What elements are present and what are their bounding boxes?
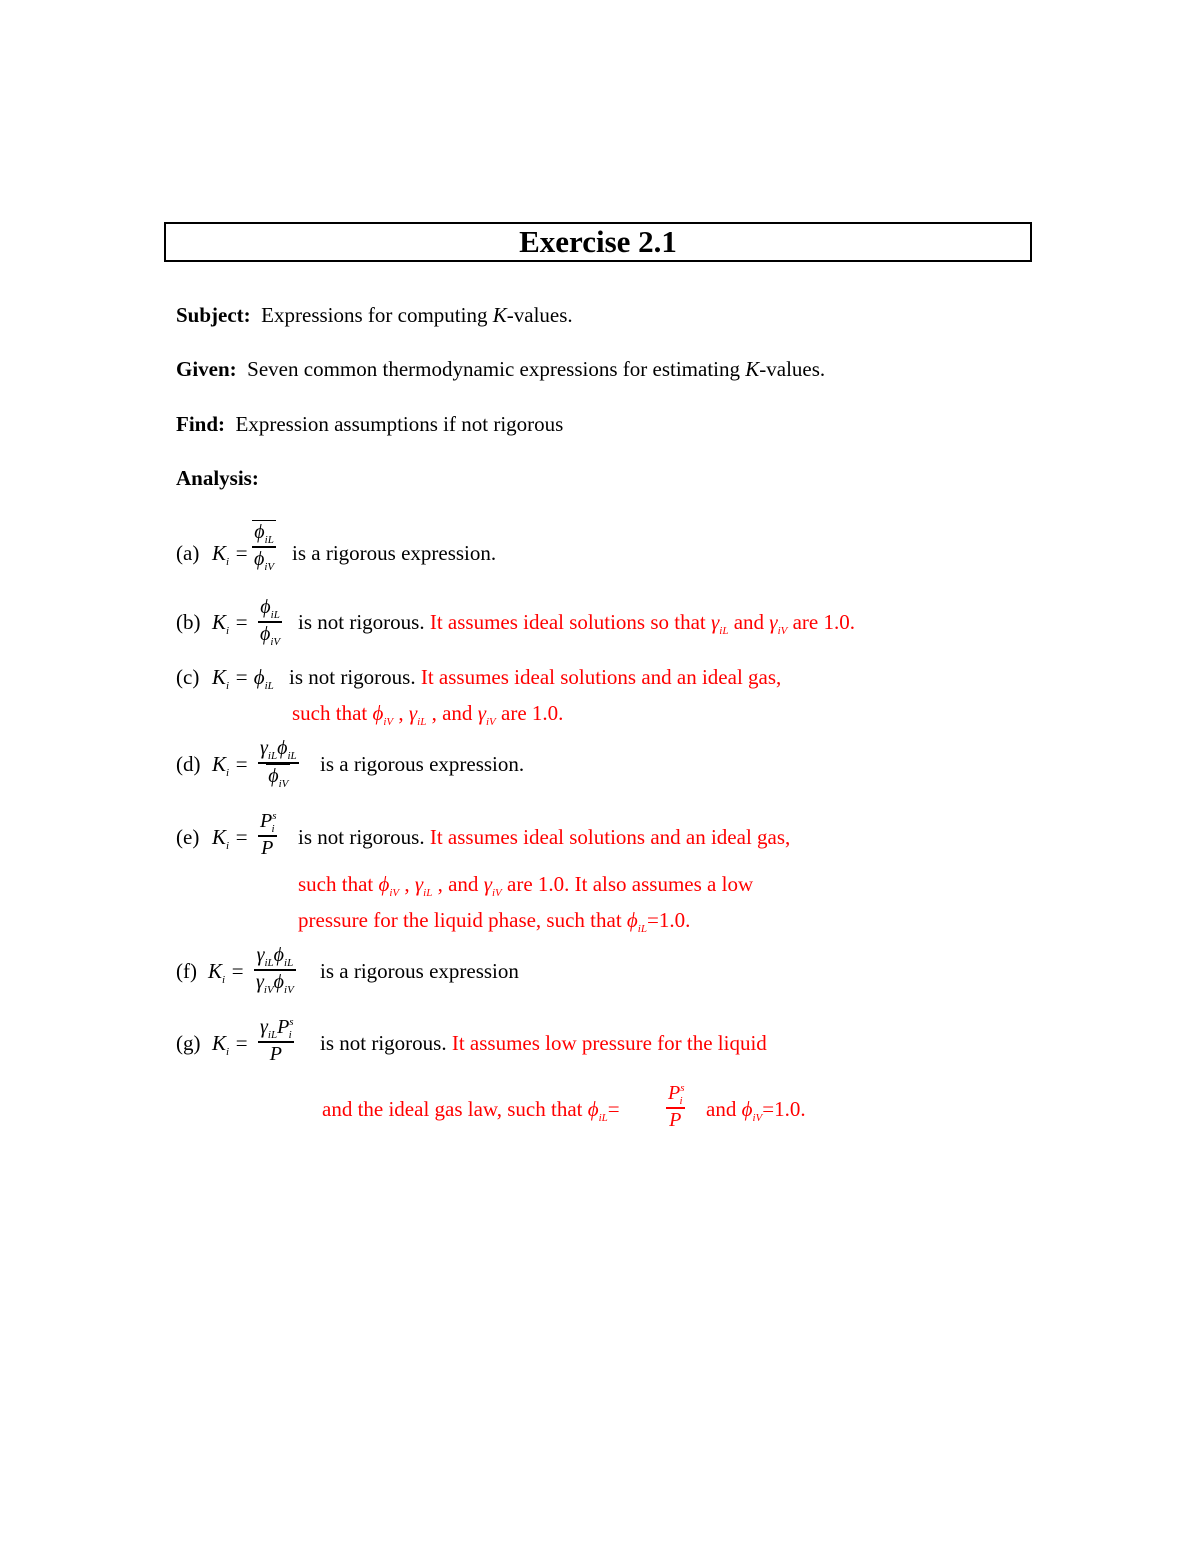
subject-k: K	[492, 303, 507, 327]
item-c-red1: It assumes ideal solutions and an ideal gas,	[420, 665, 782, 689]
item-f-fraction: $\gamma_{iL}\phi_{iL}$ $\gamma_{iV}\phi_{iV}$	[256, 944, 294, 996]
find-text: Expression assumptions if not rigorous	[235, 412, 564, 436]
gamma-il-symbol: $\gamma_{iL}$	[711, 610, 729, 637]
find-line	[176, 412, 563, 437]
item-g-label: (g)	[176, 1031, 201, 1055]
item-b-ki: $K_i$ =	[212, 610, 249, 637]
gamma-iv-symbol: $\gamma_{iV}$	[483, 872, 502, 899]
given-line	[176, 357, 825, 382]
gamma-il-symbol: $\gamma_{iL}$	[408, 701, 427, 728]
given-label: Given:	[176, 357, 237, 381]
phi-iv-symbol: $\phi_{iV}$	[378, 872, 400, 899]
item-a-label: (a)	[176, 541, 200, 565]
item-g-red1: It assumes low pressure for the liquid	[451, 1031, 767, 1055]
item-e-red2a: such that	[298, 872, 374, 896]
item-b-red: It assumes ideal solutions so that	[429, 610, 706, 634]
item-c-ki: $K_i = \phi_{iL}$	[212, 665, 274, 692]
subject-text-after: -values.	[506, 303, 573, 327]
item-c-line2	[292, 701, 563, 726]
item-e-label: (e)	[176, 825, 200, 849]
phi-iv-symbol: $\phi_{iV}$	[741, 1097, 763, 1124]
item-d-label: (d)	[176, 752, 201, 776]
item-b-text	[298, 610, 855, 635]
item-e-line3	[298, 908, 690, 933]
item-g-text	[320, 1031, 767, 1056]
item-c-red2d: are 1.0.	[501, 701, 564, 725]
item-e-text	[298, 825, 790, 850]
item-e-red2d: are 1.0. It also assumes a low	[507, 872, 754, 896]
item-e-fraction: $P^s_i$ P	[260, 810, 277, 859]
item-b-fraction: $\phi_{iL}$ $\phi_{iV}$	[260, 596, 281, 648]
item-b-and: and	[733, 610, 765, 634]
item-c-red2b: ,	[398, 701, 404, 725]
item-g-fraction: $\gamma_{iL}P^s_i$ P	[260, 1016, 294, 1065]
item-g-red2c: and	[706, 1097, 737, 1121]
item-g-line2-end	[706, 1097, 806, 1122]
item-a-fraction: $\phi_{iL}$ $\phi_{iV}$	[254, 521, 275, 573]
item-e-red1: It assumes ideal solutions and an ideal gas,	[429, 825, 791, 849]
item-g-ki: $K_i$ =	[212, 1031, 249, 1058]
item-a-comment: is a rigorous expression.	[292, 541, 497, 565]
analysis-label: Analysis:	[176, 466, 259, 490]
item-c-label: (c)	[176, 665, 200, 689]
item-g-red2d: =1.0.	[762, 1097, 806, 1121]
item-a-ki: $K_i$ =	[212, 541, 249, 568]
item-c-comment: is not rigorous.	[289, 665, 416, 689]
item-g-line2	[322, 1097, 620, 1122]
item-b-comment: is not rigorous.	[298, 610, 425, 634]
phi-il-symbol: $\phi_{iL}$	[626, 908, 647, 935]
item-e-comment: is not rigorous.	[298, 825, 425, 849]
item-e-red3b: =1.0.	[646, 908, 691, 932]
item-g-red2b: =	[607, 1097, 620, 1121]
given-k: K	[745, 357, 760, 381]
item-b-label: (b)	[176, 610, 201, 634]
item-g-comment: is not rigorous.	[320, 1031, 447, 1055]
item-e-red3a: pressure for the liquid phase, such that	[298, 908, 622, 932]
item-f-ki: $K_i$ =	[208, 959, 245, 986]
item-e-ki: $K_i$ =	[212, 825, 249, 852]
subject-line	[176, 303, 573, 328]
item-d-comment: is a rigorous expression.	[320, 752, 525, 776]
item-g-red2a: and the ideal gas law, such that	[322, 1097, 583, 1121]
given-text-after: -values.	[759, 357, 826, 381]
item-e-red2c: , and	[437, 872, 479, 896]
item-f-comment: is a rigorous expression	[320, 959, 519, 983]
gamma-iv-symbol: $\gamma_{iV}$	[477, 701, 496, 728]
item-b-end: are 1.0.	[792, 610, 855, 634]
item-e-line2	[298, 872, 753, 897]
gamma-il-symbol: $\gamma_{iL}$	[414, 872, 433, 899]
item-c-red2c: , and	[431, 701, 473, 725]
given-text-before: Seven common thermodynamic expressions for estimating	[247, 357, 746, 381]
item-e-red2b: ,	[404, 872, 410, 896]
phi-il-symbol: $\phi_{iL}$	[587, 1097, 608, 1124]
subject-label: Subject:	[176, 303, 251, 327]
subject-text-before: Expressions for computing	[261, 303, 493, 327]
item-c-text	[289, 665, 781, 690]
phi-iv-symbol: $\phi_{iV}$	[372, 701, 394, 728]
gamma-iv-symbol: $\gamma_{iV}$	[769, 610, 788, 637]
exercise-title: Exercise 2.1	[164, 222, 1032, 262]
item-d-ki: $K_i$ =	[212, 752, 249, 779]
item-c-red2a: such that	[292, 701, 368, 725]
item-d-fraction: $\gamma_{iL}\phi_{iL}$ $\phi_{iV}$	[260, 737, 297, 790]
find-label: Find:	[176, 412, 226, 436]
item-g-red-fraction: $P^s_i$ P	[668, 1082, 685, 1131]
item-f-label: (f)	[176, 959, 197, 983]
